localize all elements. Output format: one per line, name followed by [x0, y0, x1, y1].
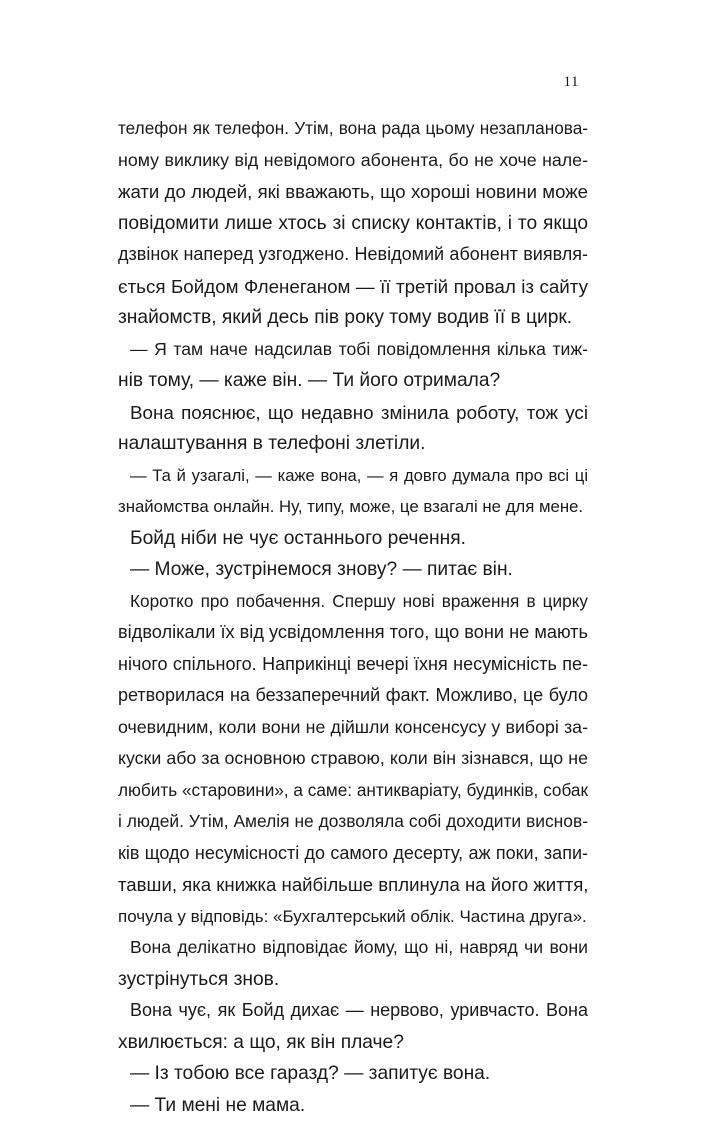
text-line: тавши, яка книжка найбільше вплинула на його життя, [118, 869, 588, 901]
text-line: ків щодо несумісності до самого десерту, аж поки, запи- [118, 838, 588, 870]
text-line: жати до людей, які вважають, що хороші новини може [118, 176, 588, 208]
text-line: Вона чує, як Бойд дихає — нервово, уривчасто. Вона [118, 995, 588, 1027]
text-line: Вона делікатно відповідає йому, що ні, навряд чи вони [118, 932, 588, 964]
page-number: 11 [564, 74, 579, 91]
text-line: і людей. Утім, Амелія не дозволяла собі доходити виснов- [118, 806, 588, 838]
text-line: телефон як телефон. Утім, вона рада цьому незапланова- [118, 113, 588, 145]
text-line: нів тому, — каже він. — Ти його отримала? [118, 365, 588, 397]
text-line: — Може, зустрінемося знову? — питає він. [118, 554, 588, 586]
text-line: куски або за основною стравою, коли він зізнався, що не [118, 743, 588, 775]
text-line: — Ти мені не мама. [118, 1090, 588, 1121]
text-line: — Із тобою все гаразд? — запитує вона. [118, 1058, 588, 1090]
text-line: нічого спільного. Наприкінці вечері їхня несумісність пе- [118, 649, 588, 681]
text-line: зустрінуться знов. [118, 964, 588, 996]
text-line: очевидним, коли вони не дійшли консенсусу у виборі за- [118, 712, 588, 744]
text-line: відволікали їх від усвідомлення того, що вони не мають [118, 617, 588, 649]
text-line: Вона пояснює, що недавно змінила роботу, тож усі [118, 397, 588, 429]
text-line: — Я там наче надсилав тобі повідомлення кілька тиж- [118, 334, 588, 366]
text-line: знайомств, який десь пів року тому водив її в цирк. [118, 302, 588, 334]
text-line: ється Бойдом Фленеганом — її третій провал із сайту [118, 271, 588, 303]
text-line: любить «старовини», а саме: антикваріату, будинків, собак [118, 775, 588, 807]
text-line: почула у відповідь: «Бухгалтерський облік. Частина друга». [118, 901, 588, 933]
text-line: хвилюється: а що, як він плаче? [118, 1027, 588, 1059]
text-line: Бойд ніби не чує останнього речення. [118, 523, 588, 555]
text-line: ному виклику від невідомого абонента, бо не хоче нале- [118, 145, 588, 177]
body-text [118, 113, 588, 1121]
text-line: ретворилася на беззаперечний факт. Можливо, це було [118, 680, 588, 712]
text-line: повідомити лише хтось зі списку контактів, і то якщо [118, 208, 588, 240]
text-line: знайомства онлайн. Ну, типу, може, це взагалі не для мене. [118, 491, 588, 523]
text-line: налаштування в телефоні злетіли. [118, 428, 588, 460]
text-line: — Та й узагалі, — каже вона, — я довго думала про всі ці [118, 460, 588, 492]
text-line: Коротко про побачення. Спершу нові враження в цирку [118, 586, 588, 618]
text-line: дзвінок наперед узгоджено. Невідомий абонент виявля- [118, 239, 588, 271]
